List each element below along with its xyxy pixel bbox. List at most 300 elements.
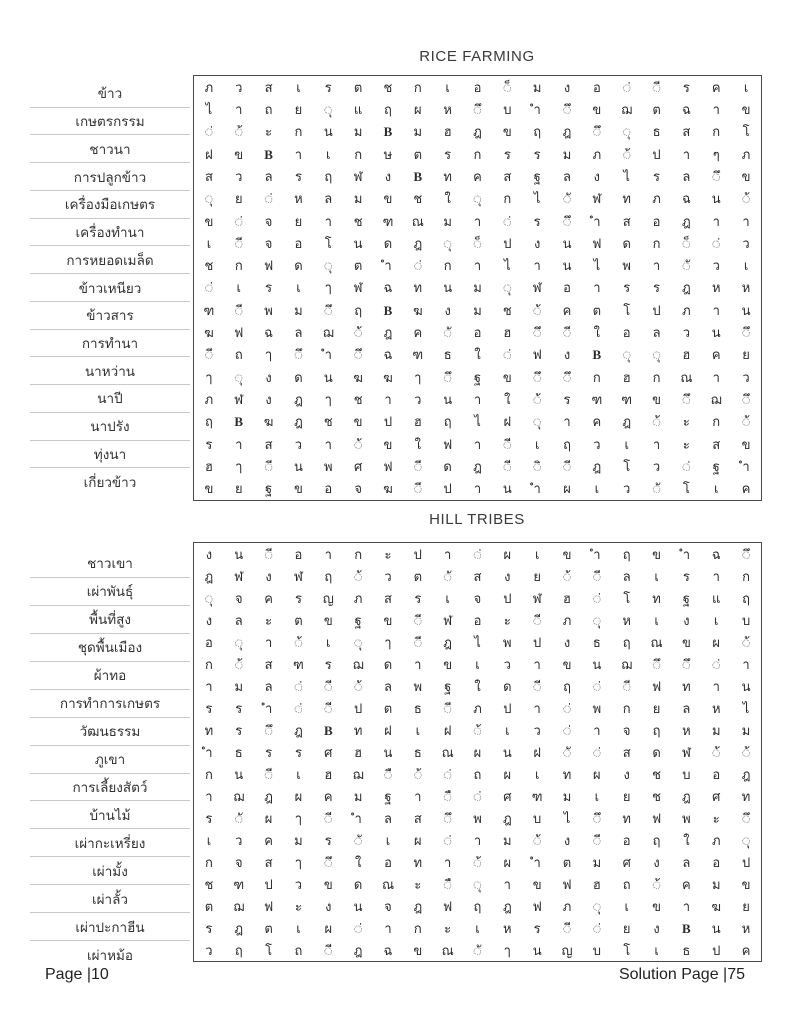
grid-cell: ะ <box>444 920 452 936</box>
grid-cell: ◌ี <box>324 942 333 958</box>
grid-cell: ส <box>264 854 273 870</box>
grid-cell: ฎ <box>682 280 691 296</box>
page-number: Page |10 <box>45 966 109 983</box>
grid-cell: ◌ึ <box>563 101 571 117</box>
grid-cell: ◌ึ <box>592 810 601 826</box>
grid-cell: ก <box>592 369 601 385</box>
grid-cell: ร <box>623 280 631 296</box>
grid-cell: B <box>592 347 602 363</box>
grid-cell: ข <box>741 876 751 892</box>
grid-cell: อ <box>384 854 392 870</box>
grid-cell: ถ <box>234 347 243 363</box>
grid-cell: ฤ <box>234 942 243 958</box>
grid-cell: ๅ <box>384 634 392 650</box>
grid-cell: ก <box>712 124 721 140</box>
grid-cell: ◌้ <box>533 392 542 408</box>
grid-cell: ◌่ <box>354 920 363 936</box>
grid-cell: ล <box>234 612 243 628</box>
grid-cell: ◌ี <box>264 766 273 782</box>
grid-cell: ◌ุ <box>592 612 601 628</box>
grid-cell: ฎ <box>592 459 602 475</box>
grid-cell: ฤ <box>563 678 571 694</box>
grid-cell: น <box>383 744 393 760</box>
grid-cell: อ <box>592 79 601 95</box>
grid-cell: ท <box>413 854 423 870</box>
grid-cell: ๅ <box>325 392 332 408</box>
grid-cell: ใ <box>474 678 481 694</box>
grid-cell: ◌ื <box>443 788 452 804</box>
grid-cell: า <box>652 436 661 452</box>
grid-cell: ฉ <box>681 101 691 117</box>
grid-cell: ก <box>473 146 482 162</box>
grid-cell: ◌่ <box>592 678 601 694</box>
grid-cell: า <box>503 876 511 892</box>
grid-cell: ฮ <box>503 325 512 341</box>
word-list-item: เผ่าพันธุ์ <box>30 578 190 606</box>
grid-cell: ข <box>383 612 393 628</box>
grid-cell: ำ <box>533 101 541 117</box>
grid-cell: เ <box>236 280 241 296</box>
grid-cell: ก <box>742 568 751 584</box>
grid-cell: ◌่ <box>413 258 422 274</box>
grid-cell: จ <box>384 898 392 914</box>
letter-grid-hill-tribes <box>193 542 762 962</box>
grid-cell: ม <box>294 832 303 848</box>
grid-cell: ฉ <box>264 325 274 341</box>
grid-cell: ว <box>682 325 691 341</box>
grid-cell: า <box>473 258 482 274</box>
grid-cell: ะ <box>712 810 720 826</box>
grid-cell: ท <box>622 810 631 826</box>
grid-cell: ฤ <box>652 722 661 738</box>
grid-cell: ม <box>711 876 721 892</box>
grid-cell: า <box>473 832 482 848</box>
grid-cell: ท <box>443 168 452 184</box>
grid-cell: ส <box>622 744 631 760</box>
grid-cell: ษ <box>383 146 393 162</box>
grid-cell: ◌ี <box>413 612 422 628</box>
grid-cell: เ <box>743 79 749 95</box>
grid-cell: ป <box>533 634 542 650</box>
grid-cell: ฉ <box>711 546 721 562</box>
grid-cell: ๅ <box>265 347 272 363</box>
grid-cell: บ <box>682 766 691 782</box>
grid-cell: ◌ี <box>264 459 273 475</box>
grid-cell: ๅ <box>235 459 242 475</box>
grid-cell: ด <box>443 459 452 475</box>
grid-cell: ◌่ <box>563 700 571 716</box>
grid-cell: า <box>264 634 273 650</box>
grid-cell: เ <box>654 612 659 628</box>
grid-cell: ร <box>533 146 541 162</box>
grid-cell: ต <box>383 700 393 716</box>
grid-cell: ล <box>264 168 273 184</box>
grid-cell: ฟ <box>443 898 453 914</box>
grid-cell: ไ <box>474 634 481 650</box>
word-list-item: การหยอดเมล็ด <box>30 246 190 274</box>
grid-cell: ป <box>353 700 363 716</box>
grid-cell: บ <box>533 810 542 826</box>
grid-cell: ◌ุ <box>324 101 333 117</box>
grid-cell: ส <box>503 168 512 184</box>
grid-cell: ฟ <box>234 325 244 341</box>
grid-cell: ไ <box>623 168 630 184</box>
grid-cell: ข <box>204 481 214 497</box>
grid-cell: ฤ <box>533 124 542 140</box>
grid-cell: ข <box>681 634 691 650</box>
grid-cell: ร <box>294 590 302 606</box>
grid-cell: ฬ <box>234 568 244 584</box>
grid-cell: เ <box>624 898 629 914</box>
grid-cell: ส <box>413 810 422 826</box>
grid-cell: ฤ <box>742 590 751 606</box>
grid-cell: ◌ี <box>533 612 542 628</box>
grid-cell: ส <box>473 568 482 584</box>
grid-cell: ง <box>533 235 541 251</box>
grid-cell: ร <box>324 79 332 95</box>
grid-cell: ฌ <box>233 788 245 804</box>
grid-cell: ◌้ <box>473 722 482 738</box>
grid-cell: ว <box>533 722 541 738</box>
grid-cell: ๅ <box>295 810 302 826</box>
grid-cell: ฟ <box>651 678 662 694</box>
grid-cell: ผ <box>503 766 512 782</box>
grid-cell: ฆ <box>263 414 274 430</box>
grid-cell: ง <box>653 854 660 870</box>
grid-cell: ย <box>533 568 541 584</box>
grid-cell: ง <box>205 612 213 628</box>
grid-cell: ว <box>742 235 750 251</box>
grid-cell: อ <box>563 280 571 296</box>
grid-cell: ◌ี <box>503 436 512 452</box>
grid-cell: ณ <box>381 876 394 892</box>
grid-cell: ◌็ <box>473 235 482 251</box>
grid-cell: ภ <box>353 590 363 606</box>
grid-cell: ม <box>353 191 363 207</box>
grid-cell: ศ <box>324 744 333 760</box>
grid-cell: า <box>205 678 213 694</box>
grid-cell: า <box>742 213 750 229</box>
grid-cell: ◌้ <box>742 414 751 430</box>
grid-cell: ส <box>264 656 273 672</box>
grid-cell: ข <box>502 124 512 140</box>
grid-cell: ภ <box>562 612 572 628</box>
grid-cell: ฤ <box>622 546 631 562</box>
grid-cell: ง <box>444 302 451 318</box>
grid-cell: ฮ <box>592 876 601 892</box>
grid-cell: ◌่ <box>204 124 213 140</box>
grid-cell: ม <box>353 124 363 140</box>
grid-cell: ไ <box>742 700 750 716</box>
grid-cell: ธ <box>413 744 422 760</box>
grid-cell: เ <box>505 722 510 738</box>
grid-cell: ค <box>264 832 273 848</box>
grid-cell: น <box>353 235 363 251</box>
word-list-item: ข้าวสาร <box>30 302 190 330</box>
grid-cell: ฎ <box>264 788 273 804</box>
grid-cell: ◌ุ <box>592 898 601 914</box>
grid-cell: ◌ุ <box>473 191 482 207</box>
grid-cell: ข <box>502 369 512 385</box>
grid-cell: ข <box>323 876 333 892</box>
word-list-item: เกษตรกรรม <box>30 108 190 136</box>
grid-cell: ร <box>265 744 273 760</box>
grid-cell: ข <box>592 101 602 117</box>
grid-cell: ฌ <box>621 656 633 672</box>
grid-cell: ถ <box>473 766 482 782</box>
grid-cell: ฆ <box>204 325 214 341</box>
grid-cell: ◌่ <box>592 920 601 936</box>
grid-cell: ง <box>265 392 272 408</box>
grid-cell: ก <box>652 369 661 385</box>
grid-cell: ศ <box>712 788 721 804</box>
grid-cell: ร <box>563 392 571 408</box>
grid-cell: า <box>294 146 303 162</box>
grid-cell: า <box>324 436 332 452</box>
word-list-item: ข้าว <box>30 80 190 108</box>
grid-cell: ช <box>413 191 423 207</box>
grid-cell: ◌ึ <box>294 347 303 363</box>
grid-cell: ผ <box>712 634 721 650</box>
grid-cell: ◌ั <box>443 568 452 584</box>
grid-cell: ศ <box>503 788 512 804</box>
grid-cell: ต <box>264 920 273 936</box>
grid-cell: ป <box>503 590 512 606</box>
grid-cell: ม <box>413 124 423 140</box>
grid-cell: ◌ุ <box>622 124 631 140</box>
grid-cell: ห <box>622 612 631 628</box>
grid-cell: ธ <box>413 700 422 716</box>
grid-cell: า <box>533 656 541 672</box>
grid-cell: ◌ึ <box>563 369 571 385</box>
grid-cell: ◌ึ <box>652 656 661 672</box>
grid-cell: ฤ <box>354 302 363 318</box>
grid-cell: ต <box>592 302 602 318</box>
grid-cell: ร <box>444 146 452 162</box>
grid-cell: ◌่ <box>443 766 452 782</box>
grid-cell: B <box>323 722 333 738</box>
grid-cell: ใ <box>354 854 362 870</box>
grid-cell: โ <box>682 481 690 497</box>
grid-cell: ◌่ <box>592 744 601 760</box>
grid-cell: ◌ั <box>443 325 452 341</box>
grid-cell: เ <box>475 920 480 936</box>
grid-cell: ภ <box>473 700 482 716</box>
grid-cell: เ <box>594 481 600 497</box>
grid-cell: ร <box>682 79 690 95</box>
grid-cell: ต <box>353 79 363 95</box>
grid-cell: ฆ <box>353 369 363 385</box>
word-list-item: ชาวเขา <box>30 550 190 578</box>
grid-cell: ข <box>204 213 214 229</box>
grid-cell: า <box>205 788 213 804</box>
puzzle-title-rice-farming: RICE FARMING <box>419 48 535 65</box>
word-list-item: เผ่ากะเหรี่ยง <box>30 829 190 857</box>
grid-cell: แ <box>712 590 721 606</box>
grid-cell: ส <box>712 436 721 452</box>
word-list-hill-tribes <box>30 550 190 968</box>
grid-cell: ง <box>265 568 272 584</box>
word-list-item: ทุ่งนา <box>30 441 190 469</box>
word-list-rice-farming <box>30 80 190 495</box>
grid-cell: จ <box>234 854 243 870</box>
grid-cell: พ <box>622 258 631 274</box>
grid-cell: ค <box>682 876 691 892</box>
grid-cell: ภ <box>592 146 602 162</box>
grid-cell: ด <box>622 235 631 251</box>
grid-cell: ฑ <box>382 213 394 229</box>
word-list-item: ชาวนา <box>30 135 190 163</box>
grid-cell: น <box>443 280 453 296</box>
word-list-item: เครื่องมือเกษตร <box>30 191 190 219</box>
grid-cell: ฤ <box>384 101 392 117</box>
grid-cell: า <box>533 258 541 274</box>
grid-cell: ว <box>235 832 243 848</box>
grid-cell: ำ <box>264 700 273 716</box>
grid-cell: จ <box>234 590 243 606</box>
grid-cell: ฬ <box>293 568 303 584</box>
grid-cell: ฬ <box>532 590 542 606</box>
grid-cell: ท <box>562 766 572 782</box>
grid-cell: ◌ั <box>234 810 243 826</box>
grid-cell: ม <box>741 722 751 738</box>
grid-cell: ฎ <box>413 898 423 914</box>
grid-cell: ◌ี <box>563 459 571 475</box>
grid-cell: ค <box>741 481 751 497</box>
word-list-item: วัฒนธรรม <box>30 718 190 746</box>
letter-grid-rice-farming <box>193 75 762 501</box>
grid-cell: ไ <box>474 414 481 430</box>
grid-cell: เ <box>475 656 480 672</box>
grid-cell: ฬ <box>353 280 363 296</box>
grid-cell: ◌ี <box>592 568 601 584</box>
grid-cell: ฑ <box>203 302 215 318</box>
grid-cell: ผ <box>593 766 601 782</box>
grid-cell: เ <box>385 832 391 848</box>
grid-cell: า <box>235 436 243 452</box>
grid-cell: ม <box>473 280 482 296</box>
grid-cell: จ <box>354 481 362 497</box>
grid-cell: ๅ <box>414 369 421 385</box>
grid-cell: ◌่ <box>473 788 482 804</box>
grid-cell: จ <box>264 213 273 229</box>
grid-cell: ส <box>264 79 273 95</box>
grid-cell: ◌ิ <box>533 459 542 475</box>
grid-cell: ง <box>653 920 660 936</box>
grid-cell: พ <box>264 302 273 318</box>
grid-cell: ฑ <box>412 347 424 363</box>
grid-cell: จ <box>622 722 631 738</box>
grid-cell: เ <box>296 920 301 936</box>
grid-cell: ล <box>652 325 661 341</box>
word-list-item: พื้นที่สูง <box>30 606 190 634</box>
grid-cell: า <box>414 788 422 804</box>
grid-cell: ฟ <box>443 436 453 452</box>
grid-cell: ◌ึ <box>563 213 571 229</box>
grid-cell: ฎ <box>473 124 482 140</box>
grid-cell: น <box>592 656 602 672</box>
grid-cell: ใ <box>414 436 421 452</box>
grid-cell: ล <box>622 568 631 584</box>
grid-cell: ว <box>503 656 511 672</box>
grid-cell: ภ <box>562 898 572 914</box>
grid-cell: ภ <box>652 191 661 207</box>
grid-cell: ผ <box>324 920 333 936</box>
grid-cell: ◌ั <box>563 744 571 760</box>
grid-cell: ฬ <box>592 191 602 207</box>
grid-cell: ฝ <box>503 414 512 430</box>
grid-cell: ก <box>622 700 631 716</box>
grid-cell: า <box>742 656 750 672</box>
grid-cell: า <box>444 546 452 562</box>
grid-cell: ◌ี <box>413 481 422 497</box>
grid-cell: ฮ <box>413 414 422 430</box>
grid-cell: พ <box>323 459 333 475</box>
grid-cell: ฐ <box>712 459 720 475</box>
grid-cell: ก <box>712 414 721 430</box>
grid-cell: โ <box>623 590 631 606</box>
grid-cell: ช <box>652 766 661 782</box>
grid-cell: ร <box>205 436 213 452</box>
grid-cell: ◌ุ <box>234 634 243 650</box>
grid-cell: อ <box>294 235 303 251</box>
grid-cell: ใ <box>474 347 481 363</box>
grid-cell: ป <box>741 854 751 870</box>
grid-cell: น <box>741 678 751 694</box>
grid-cell: ◌ึ <box>324 854 333 870</box>
grid-cell: ต <box>413 568 423 584</box>
grid-cell: ะ <box>294 898 302 914</box>
grid-cell: ว <box>712 258 720 274</box>
grid-cell: ม <box>353 788 363 804</box>
grid-cell: ร <box>205 700 213 716</box>
grid-cell: ท <box>741 788 751 804</box>
grid-cell: ป <box>652 146 661 162</box>
grid-cell: ฤ <box>473 898 482 914</box>
grid-cell: ง <box>384 168 392 184</box>
grid-cell: ภ <box>204 392 214 408</box>
grid-cell: ย <box>234 481 243 497</box>
grid-cell: ค <box>741 942 751 958</box>
grid-cell: อ <box>473 612 482 628</box>
grid-cell: เ <box>445 79 450 95</box>
grid-cell: ◌ี <box>413 634 422 650</box>
grid-cell: ส <box>264 436 273 452</box>
grid-cell: ต <box>353 258 363 274</box>
grid-cell: ฬ <box>234 392 244 408</box>
grid-cell: ฌ <box>233 898 245 914</box>
grid-cell: ข <box>741 101 751 117</box>
grid-cell: น <box>234 766 244 782</box>
grid-cell: ส <box>384 590 392 606</box>
grid-cell: ะ <box>682 436 690 452</box>
grid-cell: ท <box>652 590 661 606</box>
grid-cell: ด <box>503 678 512 694</box>
grid-cell: ป <box>443 481 452 497</box>
grid-cell: ช <box>383 79 393 95</box>
grid-cell: า <box>473 436 482 452</box>
grid-cell: เ <box>296 766 301 782</box>
grid-cell: ◌้ <box>622 146 631 162</box>
grid-cell: ม <box>234 678 244 694</box>
grid-cell: ◌้ <box>234 124 243 140</box>
grid-cell: ง <box>205 546 213 562</box>
grid-cell: ◌ี <box>324 810 333 826</box>
grid-cell: ไ <box>533 191 541 207</box>
grid-cell: ว <box>294 876 303 892</box>
grid-cell: ต <box>204 898 214 914</box>
word-list-item: ผ้าทอ <box>30 662 190 690</box>
